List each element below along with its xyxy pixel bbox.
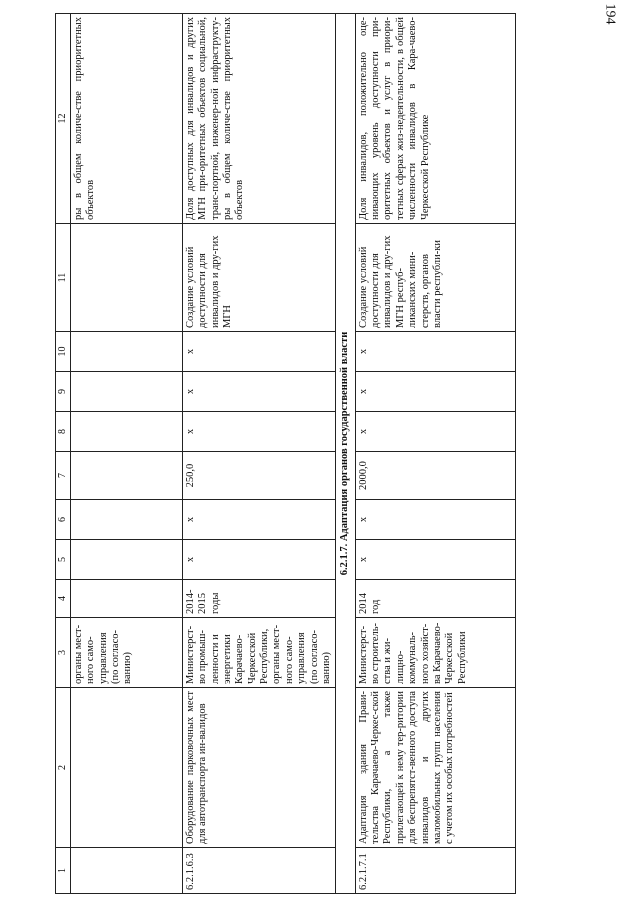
col-header: 2	[56, 688, 71, 848]
table-cell: 2014 год	[355, 580, 515, 618]
table-cell: 2014-2015 годы	[182, 580, 336, 618]
header-row	[56, 14, 71, 894]
table-cell	[70, 540, 182, 580]
table-cell: 6.2.1.6.3	[182, 848, 336, 894]
table-cell: органы мест-ного само-управления (по согласо-ванию)	[70, 618, 182, 688]
table-cell	[70, 224, 182, 332]
col-header: 5	[56, 540, 71, 580]
table-cell	[70, 372, 182, 412]
table-row	[355, 14, 515, 894]
table-cell	[70, 412, 182, 452]
table-cell: Адаптация здания Прави-тельства Карачаево-Черкес-ской Республики, а также прилегающей к нему тер-ритории для беспрепятст-венного доступа инвалидов и других маломобильных групп населения с учетом их особых потребностей	[355, 688, 515, 848]
table-cell	[70, 848, 182, 894]
table-row	[70, 14, 182, 894]
table-cell: Создание условий доступности для инвалидов и дру-гих МГН	[182, 224, 336, 332]
col-header: 10	[56, 332, 71, 372]
table-cell: Доля доступных для инвалидов и других МГН при-оритетных объектов социальной, транс-портной, инженер-ной инфраструкту-ры в общем количе-стве приоритетных объектов	[182, 14, 336, 224]
col-header: 3	[56, 618, 71, 688]
col-header: 7	[56, 452, 71, 500]
table-cell: ры в общем количе-стве приоритетных объектов	[70, 14, 182, 224]
table-cell	[70, 580, 182, 618]
table-cell	[70, 500, 182, 540]
table-cell: Доля инвалидов, положительно оце-нивающих уровень доступности при-оритетных объектов и услуг в приори-тетных сферах жиз-недеятельности, в общей численности инвалидов в Кара-чаево-Черкесской Республике	[355, 14, 515, 224]
table-cell: Министерст-во промыш-ленности и энергетики Карачаево-Черкесской Республики, органы мест-ного само-управления (по согласо-ванию)	[182, 618, 336, 688]
table-cell: х	[182, 540, 336, 580]
table-cell: Создание условий доступности для инвалидов и дру-гих МГН респуб-ликанских мини-стерств, органов власти республи-ки	[355, 224, 515, 332]
table-cell: х	[355, 412, 515, 452]
table-cell	[70, 688, 182, 848]
table-cell	[70, 332, 182, 372]
table-cell: х	[355, 332, 515, 372]
table-cell: х	[355, 500, 515, 540]
col-header: 6	[56, 500, 71, 540]
table-row	[182, 14, 336, 894]
table-cell: Министерст-во строитель-ства и жи-лищно-коммуналь-ного хозяйст-ва Карачаево-Черкесской Республики	[355, 618, 515, 688]
program-table	[55, 13, 516, 894]
col-header: 11	[56, 224, 71, 332]
page-number: 194	[602, 3, 618, 25]
col-header: 12	[56, 14, 71, 224]
col-header: 1	[56, 848, 71, 894]
table-cell: х	[182, 332, 336, 372]
table-cell: х	[182, 372, 336, 412]
section-row	[336, 14, 355, 894]
rotated-table-container	[55, 14, 575, 894]
col-header: 8	[56, 412, 71, 452]
table-cell: х	[355, 372, 515, 412]
table-cell: х	[355, 540, 515, 580]
col-header: 9	[56, 372, 71, 412]
col-header: 4	[56, 580, 71, 618]
section-title: 6.2.1.7. Адаптация органов государственной власти	[336, 14, 355, 894]
table-cell: 2000,0	[355, 452, 515, 500]
table-cell: х	[182, 500, 336, 540]
table-cell: Оборудование парковочных мест для автотранспорта ин-валидов	[182, 688, 336, 848]
table-cell: 6.2.1.7.1	[355, 848, 515, 894]
table-cell: х	[182, 412, 336, 452]
table-cell	[70, 452, 182, 500]
table-cell: 250,0	[182, 452, 336, 500]
